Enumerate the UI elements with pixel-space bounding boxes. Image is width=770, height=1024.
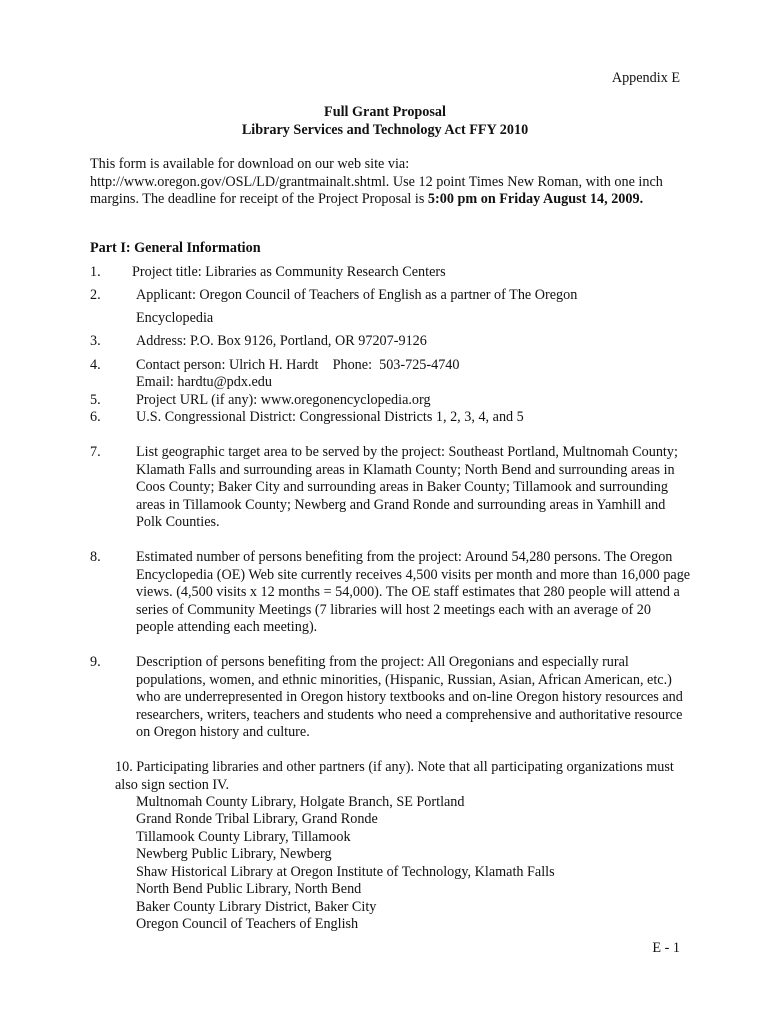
appendix-label: Appendix E [611,70,680,86]
item-persons-benefiting: Estimated number of persons benefiting from the project: Around 54,280 persons. The Oregon Encyclopedia (OE) Web site currently receives 4,500 visits per month and more than 16,000 page views. (4,500 visits x 12 months = 54,000). The OE staff estimates that 280 people will attend a series of Community Meetings (7 libraries will host 2 meetings each with an average of 20 people attending each meeting). [136,549,691,636]
item-participating-libraries [115,759,675,794]
partner-item: Oregon Council of Teachers of English [136,916,359,932]
partner-item: North Bend Public Library, North Bend [136,881,362,897]
partner-item: Shaw Historical Library at Oregon Institute of Technology, Klamath Falls [136,864,555,880]
item-applicant-cont: Encyclopedia [136,310,214,326]
item-number: 5. [90,392,101,408]
document-subtitle: Library Services and Technology Act FFY 2010 [241,122,529,138]
section-heading-part1: Part I: General Information [90,240,261,256]
item-number: 1. [90,264,101,280]
item-number: 6. [90,409,101,425]
deadline-text: 5:00 pm on Friday August 14, 2009. [427,191,644,208]
item-participating-text: Participating libraries and other partners (if any). Note that all participating organizations must also sign section IV. [115,759,674,793]
intro-paragraph [90,156,690,209]
item-congressional-district: U.S. Congressional District: Congressional Districts 1, 2, 3, 4, and 5 [136,409,524,425]
item-applicant: Applicant: Oregon Council of Teachers of English as a partner of The Oregon [136,287,578,303]
item-number: 8. [90,549,101,565]
page-number: E - 1 [652,940,680,956]
item-number: 10. [115,759,133,775]
item-project-title: Project title: Libraries as Community Research Centers [132,264,446,280]
partner-item: Newberg Public Library, Newberg [136,846,332,862]
item-email: Email: hardtu@pdx.edu [136,374,272,390]
item-number: 4. [90,357,101,373]
item-number: 3. [90,333,101,349]
partner-item: Multnomah County Library, Holgate Branch, SE Portland [136,794,465,810]
partner-item: Baker County Library District, Baker City [136,899,377,915]
item-address: Address: P.O. Box 9126, Portland, OR 97207-9126 [136,333,427,349]
item-number: 2. [90,287,101,303]
intro-text: This form is available for download on our web site via: http://www.oregon.gov/OSL/LD/grantmainalt.shtml. Use 12 point Times New Roman, with one inch margins. The deadline for receipt of the Project Proposal is [90,156,663,208]
partner-item: Grand Ronde Tribal Library, Grand Ronde [136,811,378,827]
item-project-url: Project URL (if any): www.oregonencyclopedia.org [136,392,431,408]
item-target-area: List geographic target area to be served by the project: Southeast Portland, Multnomah County; Klamath Falls and surrounding areas in Klamath County; North Bend and surrounding areas in Coos County; Baker City and surrounding areas in Baker County; Tillamook and surrounding areas in Tillamook County; Newberg and Grand Ronde and surrounding areas in Yamhill and Polk Counties. [136,444,678,531]
partner-item: Tillamook County Library, Tillamook [136,829,351,845]
item-number: 7. [90,444,101,460]
item-contact: Contact person: Ulrich H. Hardt Phone: 503-725-4740 [136,357,460,373]
item-description-persons: Description of persons benefiting from the project: All Oregonians and especially rural populations, women, and ethnic minorities, (Hispanic, Russian, Asian, African American, etc.) who are underrepresented in Oregon history textbooks and on-line Oregon history resources and researchers, writers, teachers and students who need a comprehensive and authoritative resource on Oregon history and culture. [136,654,683,741]
item-number: 9. [90,654,101,670]
document-title: Full Grant Proposal [324,104,446,120]
